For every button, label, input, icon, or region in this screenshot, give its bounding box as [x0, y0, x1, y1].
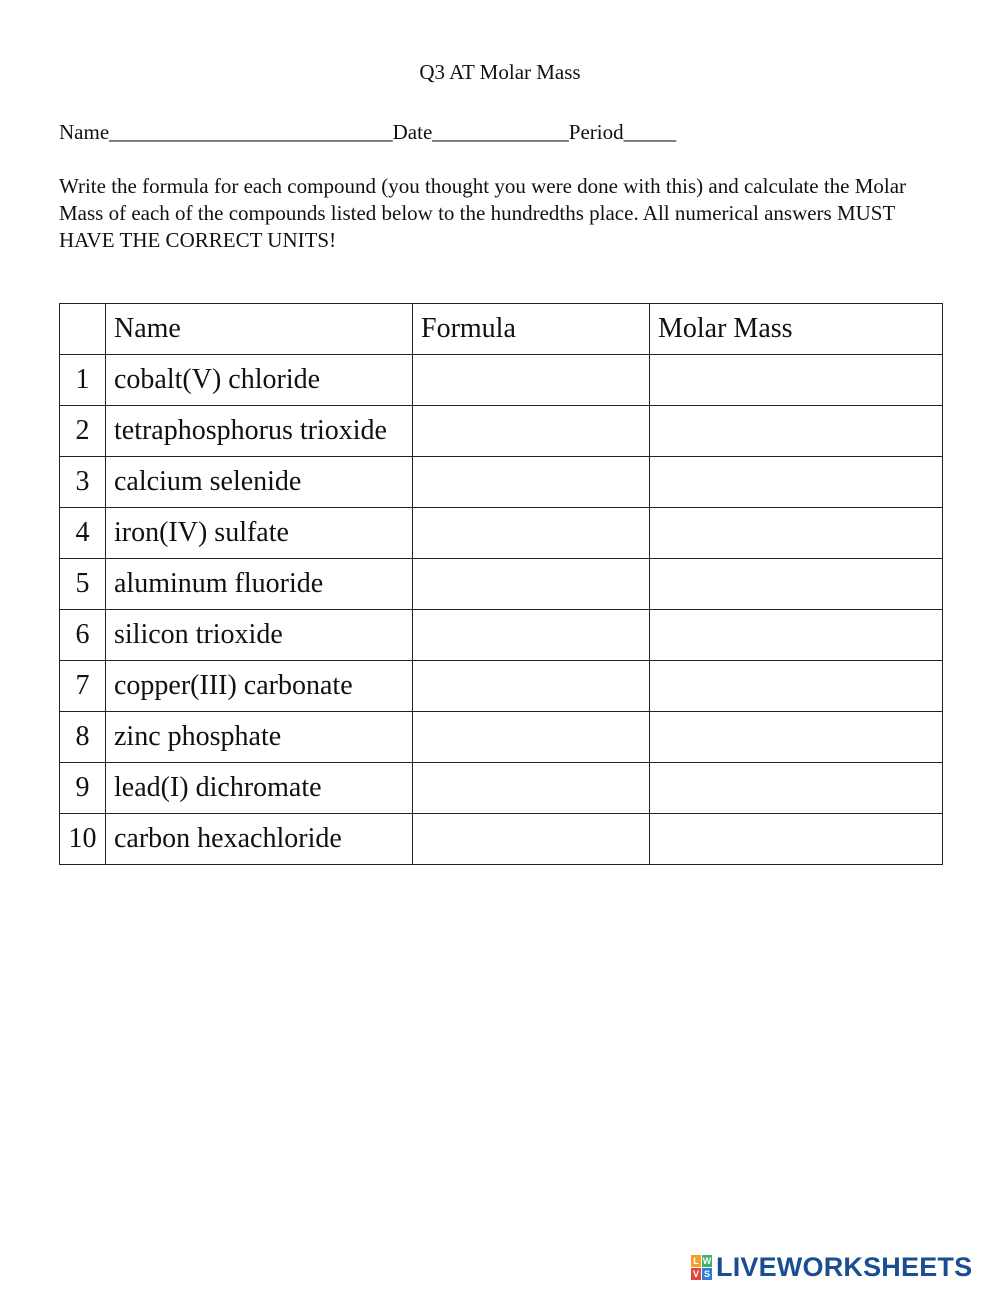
compound-name: carbon hexachloride [106, 814, 413, 865]
compound-name: zinc phosphate [106, 712, 413, 763]
table-row [60, 559, 943, 610]
row-number: 2 [60, 406, 106, 457]
table-row [60, 814, 943, 865]
formula-answer-cell[interactable] [413, 508, 650, 559]
molar-mass-answer-cell[interactable] [650, 712, 943, 763]
table-row [60, 457, 943, 508]
formula-answer-cell[interactable] [413, 661, 650, 712]
molar-mass-answer-cell[interactable] [650, 763, 943, 814]
molar-mass-answer-cell[interactable] [650, 406, 943, 457]
compound-name: silicon trioxide [106, 610, 413, 661]
liveworksheets-brand [691, 1252, 972, 1283]
compound-name: cobalt(V) chloride [106, 355, 413, 406]
molar-mass-answer-cell[interactable] [650, 610, 943, 661]
formula-answer-cell[interactable] [413, 406, 650, 457]
compound-name: copper(III) carbonate [106, 661, 413, 712]
table-row [60, 712, 943, 763]
molar-mass-answer-cell[interactable] [650, 814, 943, 865]
row-number: 6 [60, 610, 106, 661]
compound-table [59, 303, 943, 865]
header-molar-mass: Molar Mass [650, 304, 943, 355]
logo-tile: S [703, 1269, 710, 1279]
row-number: 1 [60, 355, 106, 406]
formula-answer-cell[interactable] [413, 814, 650, 865]
compound-name: calcium selenide [106, 457, 413, 508]
compound-name: aluminum fluoride [106, 559, 413, 610]
table-header-row [60, 304, 943, 355]
compound-name: tetraphosphorus trioxide [106, 406, 413, 457]
molar-mass-answer-cell[interactable] [650, 508, 943, 559]
table-row [60, 763, 943, 814]
row-number: 9 [60, 763, 106, 814]
row-number: 8 [60, 712, 106, 763]
row-number: 3 [60, 457, 106, 508]
table-body [60, 355, 943, 865]
liveworksheets-logo-icon [691, 1255, 712, 1280]
molar-mass-answer-cell[interactable] [650, 559, 943, 610]
header-name: Name [106, 304, 413, 355]
table-row [60, 508, 943, 559]
logo-tile: W [702, 1256, 712, 1266]
logo-tile: L [691, 1255, 701, 1267]
formula-answer-cell[interactable] [413, 457, 650, 508]
header-number [60, 304, 106, 355]
formula-answer-cell[interactable] [413, 763, 650, 814]
formula-answer-cell[interactable] [413, 559, 650, 610]
formula-answer-cell[interactable] [413, 712, 650, 763]
instructions: Write the formula for each compound (you thought you were done with this) and calculate the Molar Mass of each of the compounds listed below to the hundredths place. All numerical answers MUST HAVE THE CORRECT UNITS! [59, 174, 907, 252]
molar-mass-answer-cell[interactable] [650, 661, 943, 712]
logo-tile: V [692, 1269, 699, 1279]
compound-name: lead(I) dichromate [106, 763, 413, 814]
formula-answer-cell[interactable] [413, 610, 650, 661]
student-info-line: Name___________________________Date_____________Period_____ [59, 120, 677, 144]
molar-mass-answer-cell[interactable] [650, 457, 943, 508]
row-number: 7 [60, 661, 106, 712]
row-number: 10 [60, 814, 106, 865]
molar-mass-answer-cell[interactable] [650, 355, 943, 406]
row-number: 5 [60, 559, 106, 610]
formula-answer-cell[interactable] [413, 355, 650, 406]
table-row [60, 355, 943, 406]
table-row [60, 661, 943, 712]
header-formula: Formula [413, 304, 650, 355]
compound-name: iron(IV) sulfate [106, 508, 413, 559]
table-row [60, 406, 943, 457]
row-number: 4 [60, 508, 106, 559]
table-row [60, 610, 943, 661]
brand-name: LIVEWORKSHEETS [716, 1252, 973, 1282]
worksheet-title: Q3 AT Molar Mass [419, 60, 581, 84]
